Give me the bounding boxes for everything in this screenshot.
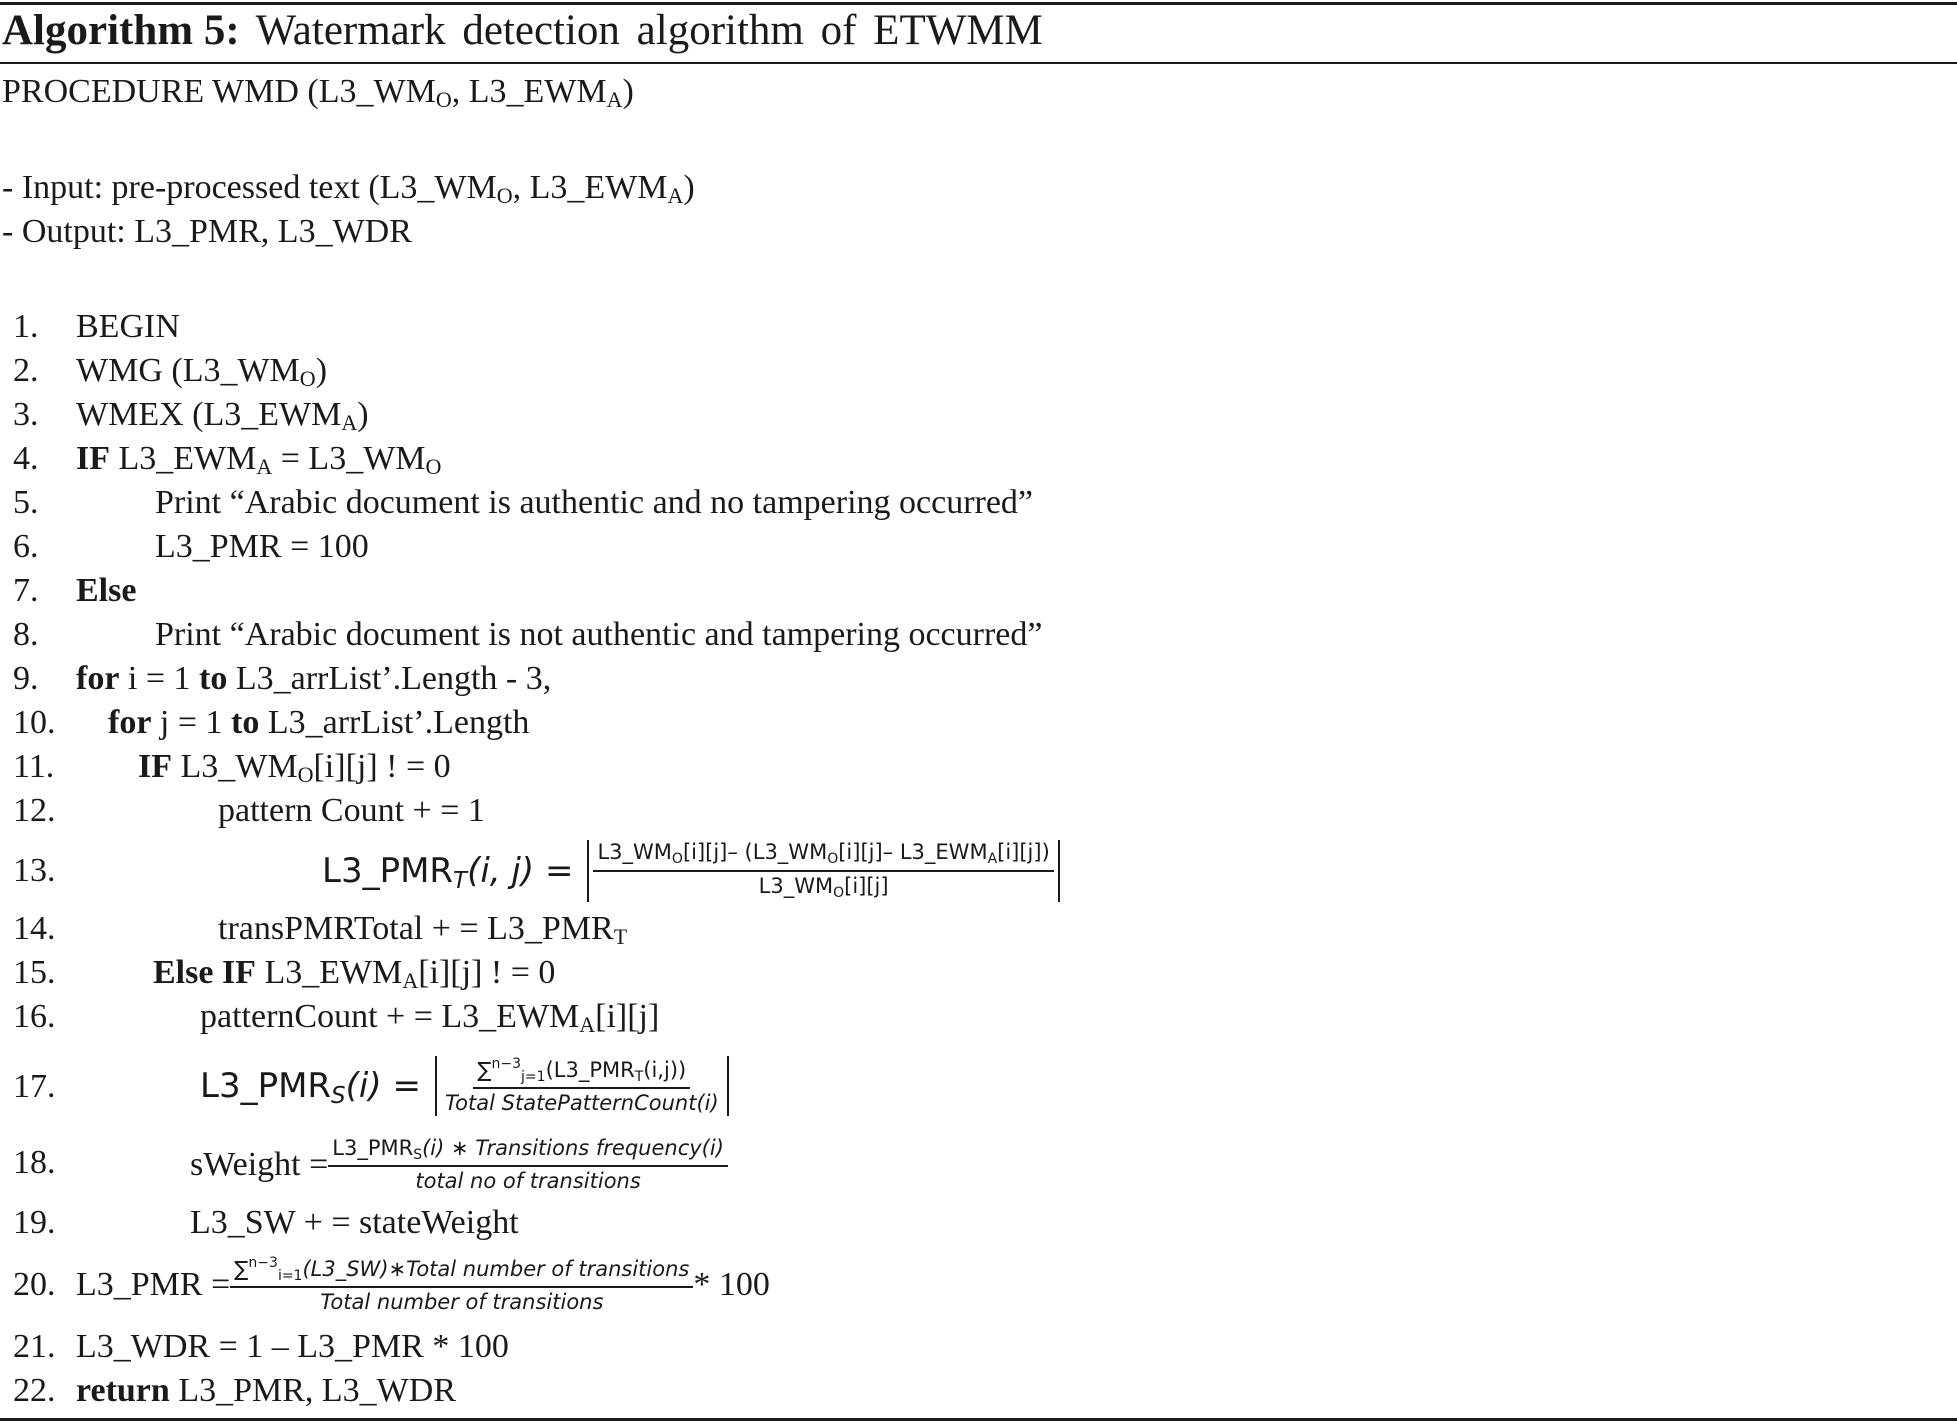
subscript: O [827,851,839,868]
math-text: [i][j] [844,874,889,898]
line-code: L3_SW + = stateWeight [190,1204,519,1241]
algo-line-18 [0,1130,1957,1200]
math-text: (i, j) = [467,851,574,891]
superscript: n−3 [248,1254,278,1271]
line-number: 21. [13,1328,56,1365]
procedure-line [2,72,634,112]
code-text: L3_EWM [110,440,257,477]
code-text: L3_arrList’.Length - 3, [227,660,552,697]
fraction [328,1136,728,1195]
algo-line-13 [0,836,1957,906]
keyword: IF [138,748,172,785]
subscript: T [613,924,628,949]
sum-symbol: ∑ [477,1057,492,1082]
line-code: pattern Count + = 1 [218,792,485,829]
numerator [230,1255,693,1289]
procedure-text: ) [622,73,634,110]
keyword: to [199,660,228,697]
subscript: O [425,454,442,479]
input-line [2,168,695,208]
math-text: (L3_SW)∗Total number of transitions [302,1256,690,1281]
math-text: total no of transitions [415,1169,641,1194]
math-text: (i) = [345,1066,421,1106]
code-text: L3_PMR, L3_WDR [169,1372,456,1409]
math-text: L3_PMR [200,1066,332,1106]
line-code [76,572,136,610]
algorithm-label: Algorithm 5: [2,7,240,54]
line-code: Print “Arabic document is not authentic and tampering occurred” [155,616,1043,653]
keyword: Else [76,572,137,609]
denominator [755,872,893,902]
line-number: 2. [13,352,39,389]
output-line: - Output: L3_PMR, L3_WDR [2,213,412,250]
algorithm-name: Watermark detection algorithm of ETWMM [255,7,1043,54]
line-code [153,954,555,992]
line-number: 3. [13,396,39,433]
math-text: L3_WM [597,840,672,865]
subscript: A [987,851,998,868]
line-number: 15. [13,954,56,991]
pmr-t-equation [322,836,1060,906]
line-number: 4. [13,440,39,477]
line-number: 22. [13,1372,56,1409]
line-number: 1. [13,308,39,345]
absolute-value [587,840,1059,902]
math-text: L3_PMR [322,851,454,891]
keyword: for [108,704,152,741]
keyword: to [231,704,260,741]
line-number: 11. [13,748,55,785]
line-code [76,396,369,434]
math-text: (i) ∗ Transitions frequency(i) [422,1135,724,1160]
code-text: ) [357,396,369,433]
line-number: 18. [13,1144,56,1181]
algo-line-17 [0,1046,1957,1126]
line-number: 19. [13,1204,56,1241]
line-number: 12. [13,792,56,829]
math-text: Total number of transitions [320,1290,604,1315]
code-text: = L3_WM [272,440,426,477]
line-code [76,660,551,698]
subscript: A [579,1012,596,1037]
math-text: sWeight = [190,1146,329,1183]
line-code [218,910,627,948]
math-text: [i][j]– L3_EWM [838,840,988,865]
line-code [138,748,451,786]
math-text: [i][j]– (L3_WM [682,840,828,865]
line-number: 20. [13,1266,56,1303]
line-code: L3_WDR = 1 – L3_PMR * 100 [76,1328,509,1365]
subscript: A [402,968,419,993]
math-text: L3_WM [758,874,834,898]
line-code [76,352,327,390]
denominator [441,1089,723,1116]
subscript: O [435,87,452,112]
fraction [230,1255,693,1316]
line-code: BEGIN [76,308,180,345]
equation-lhs [200,1066,421,1109]
pmr-equation [76,1248,770,1322]
line-number: 16. [13,998,56,1035]
pmr-s-equation [200,1046,729,1126]
math-text: (i,j)) [643,1057,687,1082]
line-code [108,704,529,742]
math-text: L3_PMR [332,1135,414,1160]
code-text: patternCount + = L3_EWM [200,998,580,1035]
subscript: O [833,885,845,901]
subscript: O [299,366,316,391]
code-text: L3_WM [172,748,298,785]
bottom-rule [0,1418,1957,1421]
code-text: L3_EWM [255,954,403,991]
procedure-text: PROCEDURE WMD (L3_WM [2,73,436,110]
line-number: 17. [13,1068,56,1105]
subscript: O [297,762,314,787]
line-code [200,998,659,1036]
code-text: ) [315,352,328,389]
math-text: Total StatePatternCount(i) [444,1091,719,1116]
line-number: 6. [13,528,39,565]
code-text: transPMRTotal + = L3_PMR [218,910,614,947]
code-text: WMG (L3_WM [76,352,300,389]
code-text: i = 1 [119,660,200,697]
code-text: [i][j] ! = 0 [418,954,556,991]
subscript: T [453,868,468,894]
input-text: - Input: pre-processed text (L3_WM [2,169,497,206]
algorithm-title [2,2,1043,60]
input-text: , L3_EWM [512,169,668,206]
numerator [328,1136,728,1168]
code-text: j = 1 [151,704,232,741]
numerator [593,840,1053,872]
line-number: 14. [13,910,56,947]
numerator [473,1056,690,1090]
algo-line-20 [0,1248,1957,1322]
subscript: A [256,454,273,479]
code-text: L3_arrList’.Length [259,704,530,741]
line-code [76,1372,456,1410]
subscript: O [671,851,683,868]
subscript: A [341,410,358,435]
subscript: S [413,1146,423,1163]
line-number: 8. [13,616,39,653]
subscript: i=1 [277,1267,303,1284]
subscript: A [606,87,623,112]
line-number: 5. [13,484,39,521]
absolute-value [435,1056,729,1117]
line-number: 9. [13,660,39,697]
line-code [76,440,441,478]
math-text: (L3_PMR [545,1057,635,1082]
denominator [411,1167,644,1194]
math-text: L3_PMR = [76,1266,231,1303]
equation-lhs [322,851,574,894]
denominator [316,1288,607,1315]
subscript: T [634,1068,644,1085]
line-number: 13. [13,852,56,889]
keyword: IF [76,440,110,477]
code-text: WMEX (L3_EWM [76,396,342,433]
keyword: for [76,660,120,697]
sum-symbol: ∑ [234,1256,249,1281]
math-text: [i][j]) [997,840,1050,865]
fraction [593,840,1053,902]
subscript: O [496,183,513,208]
line-number: 7. [13,572,39,609]
math-text: * 100 [693,1266,770,1303]
keyword: return [76,1372,170,1409]
line-code: Print “Arabic document is authentic and no tampering occurred” [155,484,1034,521]
title-rule [0,62,1957,64]
subscript: A [667,183,684,208]
superscript: n−3 [491,1055,522,1072]
procedure-text: , L3_EWM [451,73,607,110]
keyword: Else IF [153,954,256,991]
subscript: S [331,1083,346,1109]
subscript: j=1 [521,1068,546,1085]
input-text: ) [683,169,695,206]
sweight-equation [190,1130,728,1200]
code-text: [i][j] ! = 0 [313,748,451,785]
fraction [441,1056,723,1117]
line-code: L3_PMR = 100 [155,528,369,565]
line-number: 10. [13,704,56,741]
code-text: [i][j] [595,998,660,1035]
